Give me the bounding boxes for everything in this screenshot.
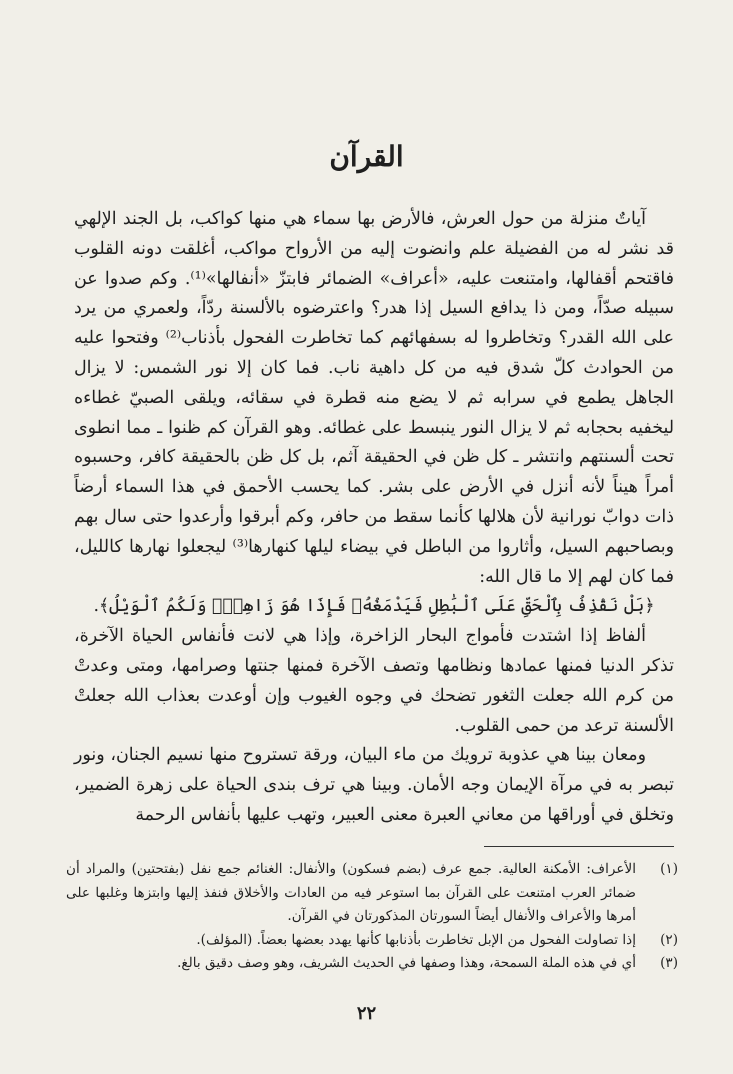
- footnote-2: [66, 929, 678, 953]
- footnotes: [66, 858, 678, 976]
- paragraph-2: ألفاظ إذا اشتدت فأمواج البحار الزاخرة، وإذا هي لانت فأنفاس الحياة الآخرة، تذكر الدنيا فمنها عمادها ونظامها وتصف الآخرة فمنها جنتها وصرامها، ومتى وعدتْ من كرم الله جعلت الثغور تضحك في وجوه الغيوب وإن أوعدت بعذاب الله جعلتْ الألسنة ترعد من حمى القلوب.: [74, 626, 674, 736]
- footnote-text: الأعراف: الأمكنة العالية. جمع عرف (بضم فسكون) والأنفال: الغنائم جمع نفل (بفتحتين) والمراد أن ضمائر العرب امتنعت على القرآن بما استوعر فيه من العادات والأخلاق فنفذ إليها وابتزها وغلبها على أمرها والأعراف والأنفال أيضاً السورتان المذكورتان في القرآن.: [66, 861, 636, 924]
- page-number: ٢٢: [356, 1003, 377, 1024]
- quran-verse: ﴿بَلْ نَقْذِفُ بِٱلْحَقِّ عَلَى ٱلْبَٰطِلِ فَيَدْمَغُهُۥ فَإِذَا هُوَ زَاهِقٌۚ وَلَكُمُ ٱلْوَيْلُ﴾.: [93, 596, 655, 617]
- footnote-text: إذا تصاولت الفحول من الإبل تخاطرت بأذنابها كأنها يهدد بعضها بعضاً. (المؤلف).: [196, 931, 636, 948]
- footnote-1: [66, 858, 678, 929]
- footnote-number: (٣): [660, 955, 678, 971]
- footnote-text: أي في هذه الملة السمحة، وهذا وصفها في الحديث الشريف، وهو وصف دقيق بالغ.: [177, 955, 636, 971]
- paragraph-3: ومعان بينا هي عذوبة ترويك من ماء البيان، ورقة تستروح منها نسيم الجنان، ونور تبصر به في مرآة الإيمان وجه الأمان. وبينا هي ترف بندى الحياة على زهرة الضمير، وتخلق في أوراقها من معاني العبرة معنى العبير، وتهب عليها بأنفاس الرحمة: [74, 745, 674, 825]
- chapter-title: القرآن: [329, 140, 404, 173]
- footnote-separator: [484, 846, 674, 847]
- footnote-3: [66, 952, 678, 976]
- footnote-number: (٢): [660, 931, 678, 948]
- footnote-number: (١): [660, 861, 678, 877]
- main-text: [74, 205, 674, 831]
- paragraph-1: آياتٌ منزلة من حول العرش، فالأرض بها سماء هي منها كواكب، بل الجند الإلهي قد نشر له من الفضيلة علم وانضوت إليه من الأرواح مواكب، أغلقت دونه القلوب فاقتحم أقفالها، وامتنعت عليه، «أعراف» الضمائر فابتزّ «أنفالها»⁽¹⁾. وكم صدوا عن سبيله صدّاً، ومن ذا يدافع السيل إذا هدر؟ واعترضوه بالألسنة ردّاً، ولعمري من يرد على الله القدر؟ وتخاطروا له بسفهائهم كما تخاطرت الفحول بأذناب⁽²⁾ وفتحوا عليه من الحوادث كلّ شدق فيه من كل داهية ناب. فما كان إلا نور الشمس: لا يزال الجاهل يطمع في سرابه ثم لا يضع منه قطرة في سقائه، ويلقى الصبيّ غطاءه ليخفيه بحجابه ثم لا يزال النور ينبسط على غطائه. وهو القرآن كم ظنوا ـ مما انطوى تحت ألسنتهم وانتشر ـ كل ظن في الحقيقة آثم، بل كل ظن بالحقيقة كافر، وحسبوه أمراً هيناً لأنه أنزل في الأرض على بشر. كما يحسب الأحمق في هذا السماء أرضاً ذات دوابّ نورانية لأن هلالها كأنما سقط من حافر، وكم أبرقوا وأرعدوا حتى سال بهم وبصاحبهم السيل، وأثاروا من الباطل في بيضاء ليلها كنهارها⁽³⁾ ليجعلوا نهارها كالليل، فما كان لهم إلا ما قال الله:: [74, 209, 674, 587]
